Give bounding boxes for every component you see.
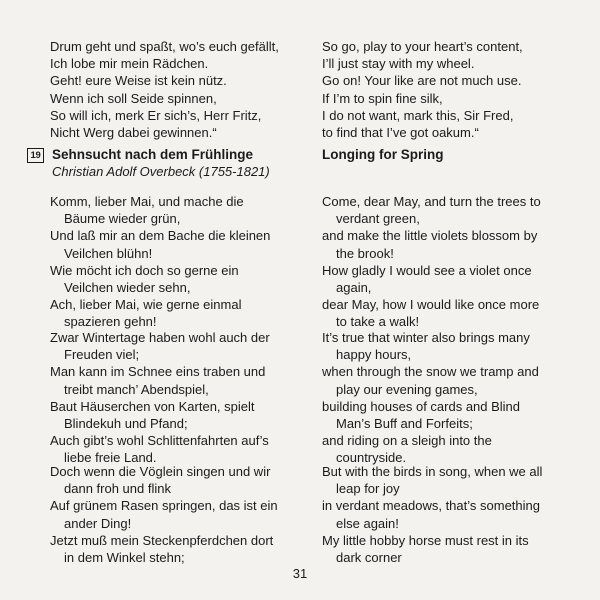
poem-line: Wie möcht ich doch so gerne ein — [50, 262, 239, 278]
poem-line: Auch gibt’s wohl Schlittenfahrten auf’s — [50, 433, 269, 449]
poem-line: to find that I’ve got oakum.“ — [322, 125, 479, 141]
poem-line: leap for joy — [336, 481, 400, 497]
poem-line: spazieren gehn! — [64, 314, 157, 330]
poem-line: Veilchen wieder sehn, — [64, 280, 191, 296]
poet-credit: Christian Adolf Overbeck (1755-1821) — [52, 164, 270, 179]
poem-line: Drum geht und spaßt, wo’s euch gefällt, — [50, 39, 279, 54]
poem-line: Bäume wieder grün, — [64, 211, 181, 227]
poem-line: Baut Häuserchen von Karten, spielt — [50, 398, 255, 414]
poem-line: Geht! eure Weise ist kein nütz. — [50, 73, 227, 89]
poem-line: My little hobby horse must rest in its — [322, 532, 529, 548]
poem-line: Man kann im Schnee eins traben und — [50, 364, 266, 380]
poem-line: and riding on a sleigh into the — [322, 433, 492, 449]
poem-line: Komm, lieber Mai, und mache die — [50, 194, 244, 209]
poem-line: Ich lobe mir mein Rädchen. — [50, 56, 209, 72]
german-song-title: Sehnsucht nach dem Frühlinge — [52, 147, 254, 162]
poem-line: Und laß mir an dem Bache die kleinen — [50, 228, 271, 244]
poem-line: to take a walk! — [336, 314, 420, 330]
german-stanza-2 — [50, 329, 312, 467]
poem-line: Ach, lieber Mai, wie gerne einmal — [50, 297, 242, 313]
english-stanza-1 — [322, 193, 584, 331]
track-number-badge: 19 — [27, 148, 44, 163]
poem-line: So will ich, merk Er sich’s, Herr Fritz, — [50, 107, 262, 123]
poem-line: building houses of cards and Blind — [322, 398, 521, 414]
poem-line: play our evening games, — [336, 381, 478, 397]
poem-line: Auf grünem Rasen springen, das ist ein — [50, 498, 278, 514]
german-stanza-1 — [50, 193, 312, 331]
poem-line: Zwar Wintertage haben wohl auch der — [50, 330, 270, 345]
poem-line: Go on! Your like are not much use. — [322, 73, 522, 89]
poem-line: else again! — [336, 515, 399, 531]
poem-line: Veilchen blühn! — [64, 245, 153, 261]
poem-line: Blindekuh und Pfand; — [64, 416, 188, 432]
poem-line: Wenn ich soll Seide spinnen, — [50, 90, 217, 106]
poem-line: Man’s Buff and Forfeits; — [336, 416, 473, 432]
poem-line: If I’m to spin fine silk, — [322, 90, 443, 106]
english-stanza-3 — [322, 463, 584, 566]
page-number: 31 — [292, 566, 308, 581]
poem-line: in dem Winkel stehn; — [64, 550, 185, 566]
poem-line: So go, play to your heart’s content, — [322, 39, 523, 54]
german-intro-stanza — [50, 38, 312, 141]
poem-line: when through the snow we tramp and — [322, 364, 539, 380]
german-stanza-3 — [50, 463, 312, 566]
poem-line: Doch wenn die Vöglein singen und wir — [50, 464, 271, 479]
poem-line: and make the little violets blossom by — [322, 228, 538, 244]
poem-line: liebe freie Land. — [64, 450, 157, 466]
poem-line: But with the birds in song, when we all — [322, 464, 543, 479]
poem-line: I’ll just stay with my wheel. — [322, 56, 475, 72]
poem-line: I do not want, mark this, Sir Fred, — [322, 107, 514, 123]
poem-line: again, — [336, 280, 372, 296]
poem-line: treibt manch’ Abendspiel, — [64, 381, 209, 397]
poem-line: in verdant meadows, that’s something — [322, 498, 540, 514]
poem-line: ander Ding! — [64, 515, 132, 531]
english-intro-stanza — [322, 38, 584, 141]
poem-line: Freuden viel; — [64, 347, 140, 363]
poem-line: How gladly I would see a violet once — [322, 262, 532, 278]
english-stanza-2 — [322, 329, 584, 467]
poem-line: Come, dear May, and turn the trees to — [322, 194, 541, 209]
poem-line: Nicht Werg dabei gewinnen.“ — [50, 125, 217, 141]
poem-line: the brook! — [336, 245, 394, 261]
poem-line: dear May, how I would like once more — [322, 297, 540, 313]
poem-line: happy hours, — [336, 347, 412, 363]
poem-line: verdant green, — [336, 211, 420, 227]
poem-line: countryside. — [336, 450, 407, 466]
poem-line: dark corner — [336, 550, 402, 566]
english-song-title: Longing for Spring — [322, 147, 444, 162]
poem-line: It’s true that winter also brings many — [322, 330, 530, 345]
poem-line: dann froh und flink — [64, 481, 171, 497]
poem-line: Jetzt muß mein Steckenpferdchen dort — [50, 532, 274, 548]
